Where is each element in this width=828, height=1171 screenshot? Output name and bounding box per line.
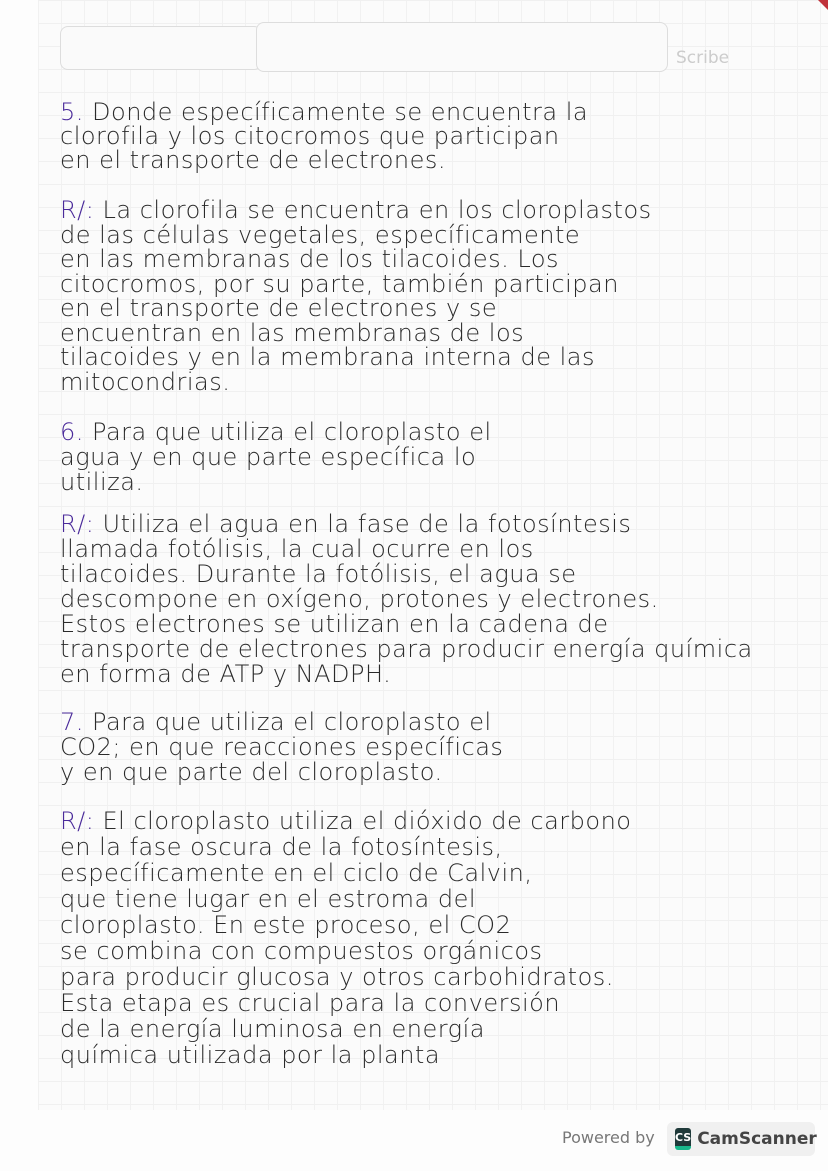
answer-line [60,247,760,272]
line-text: de las células vegetales, específicamente [60,220,581,249]
line-text: descompone en oxígeno, protones y electrones. [60,585,659,613]
answer-line [60,198,760,223]
line-text: en la fase oscura de la fotosíntesis, [60,833,503,861]
line-text: mitocondrias. [60,367,231,396]
line-text: El cloroplasto utiliza el dióxido de carbono [102,807,632,835]
answer-line [60,637,760,662]
answer-5 [60,198,760,394]
page-corner-mark [818,0,828,10]
line-text: en el transporte de electrones. [60,146,447,174]
answer-line [60,938,760,964]
answer-7 [60,808,760,1068]
answer-line [60,1016,760,1042]
answer-line [60,860,760,886]
question-5 [60,100,760,172]
question-line [60,710,760,735]
line-text: de la energía luminosa en energía [60,1015,485,1043]
question-line [60,445,760,470]
answer-line [60,886,760,912]
answer-line [60,662,760,687]
answer-line [60,318,760,347]
question-line [60,470,760,495]
question-number: 7. [60,708,84,736]
line-text: se combina con compuestos orgánicos [60,937,543,965]
line-text: en forma de ATP y NADPH. [60,660,392,688]
answer-label: R/: [60,510,95,538]
question-line [60,420,760,445]
answer-line [60,587,760,612]
line-text: tilacoides. Durante la fotólisis, el agua se [60,560,577,588]
line-text: que tiene lugar en el estroma del [60,885,477,913]
powered-by-label: Powered by [562,1128,655,1147]
camscanner-logo-icon: CS [675,1128,691,1150]
answer-line [60,537,760,562]
answer-line [60,834,760,860]
answer-line [60,367,760,396]
answer-line [60,612,760,637]
answer-line [60,269,760,298]
line-text: La clorofila se encuentra en los cloroplastos [102,196,652,224]
answer-line [60,990,760,1016]
question-6 [60,420,760,495]
line-text: cloroplasto. En este proceso, el CO2 [60,911,512,939]
line-text: específicamente en el ciclo de Calvin, [60,859,533,887]
line-text: citocromos, por su parte, también participan [60,269,619,298]
line-text: química utilizada por la planta [60,1041,441,1069]
line-text: CO2; en que reacciones específicas [60,733,504,761]
question-line [60,124,760,148]
question-7 [60,710,760,785]
line-text: agua y en que parte específica lo [60,443,477,471]
answer-line [60,964,760,990]
line-text: para producir glucosa y otros carbohidratos. [60,963,614,991]
line-text: en el transporte de electrones y se [60,294,498,322]
line-text: Estos electrones se utilizan en la cadena de [60,610,609,638]
line-text: transporte de electrones para producir energía química [60,635,753,663]
question-number: 5. [60,98,84,126]
header-date-box [60,26,262,70]
line-text: en las membranas de los tilacoides. Los [60,245,560,273]
line-text: encuentran en las membranas de los [60,318,525,347]
line-text: llamada fotólisis, la cual ocurre en los [60,535,534,563]
answer-line [60,512,760,537]
answer-label: R/: [60,196,95,224]
answer-line [60,562,760,587]
answer-line [60,220,760,249]
answer-line [60,345,760,370]
line-text: Para que utiliza el cloroplasto el [92,708,492,736]
answer-line [60,1042,760,1068]
line-text: Esta etapa es crucial para la conversión [60,989,561,1017]
line-text: clorofila y los citocromos que participan [60,122,560,150]
line-text: tilacoides y en la membrana interna de las [60,343,596,371]
header-title-box [256,22,668,72]
question-line [60,148,760,172]
camscanner-brand: CamScanner [697,1129,817,1149]
answer-line [60,296,760,321]
line-text: Utiliza el agua en la fase de la fotosíntesis [102,510,632,538]
line-text: utiliza. [60,468,144,496]
answer-line [60,808,760,834]
question-line [60,100,760,124]
question-line [60,760,760,785]
question-line [60,735,760,760]
answer-6 [60,512,760,687]
line-text: Para que utiliza el cloroplasto el [92,418,492,446]
line-text: Donde específicamente se encuentra la [92,98,589,126]
scribe-brand: Scribe [676,48,730,68]
line-text: y en que parte del cloroplasto. [60,758,443,786]
question-number: 6. [60,418,84,446]
answer-line [60,912,760,938]
camscanner-badge[interactable] [667,1122,815,1156]
answer-label: R/: [60,807,95,835]
